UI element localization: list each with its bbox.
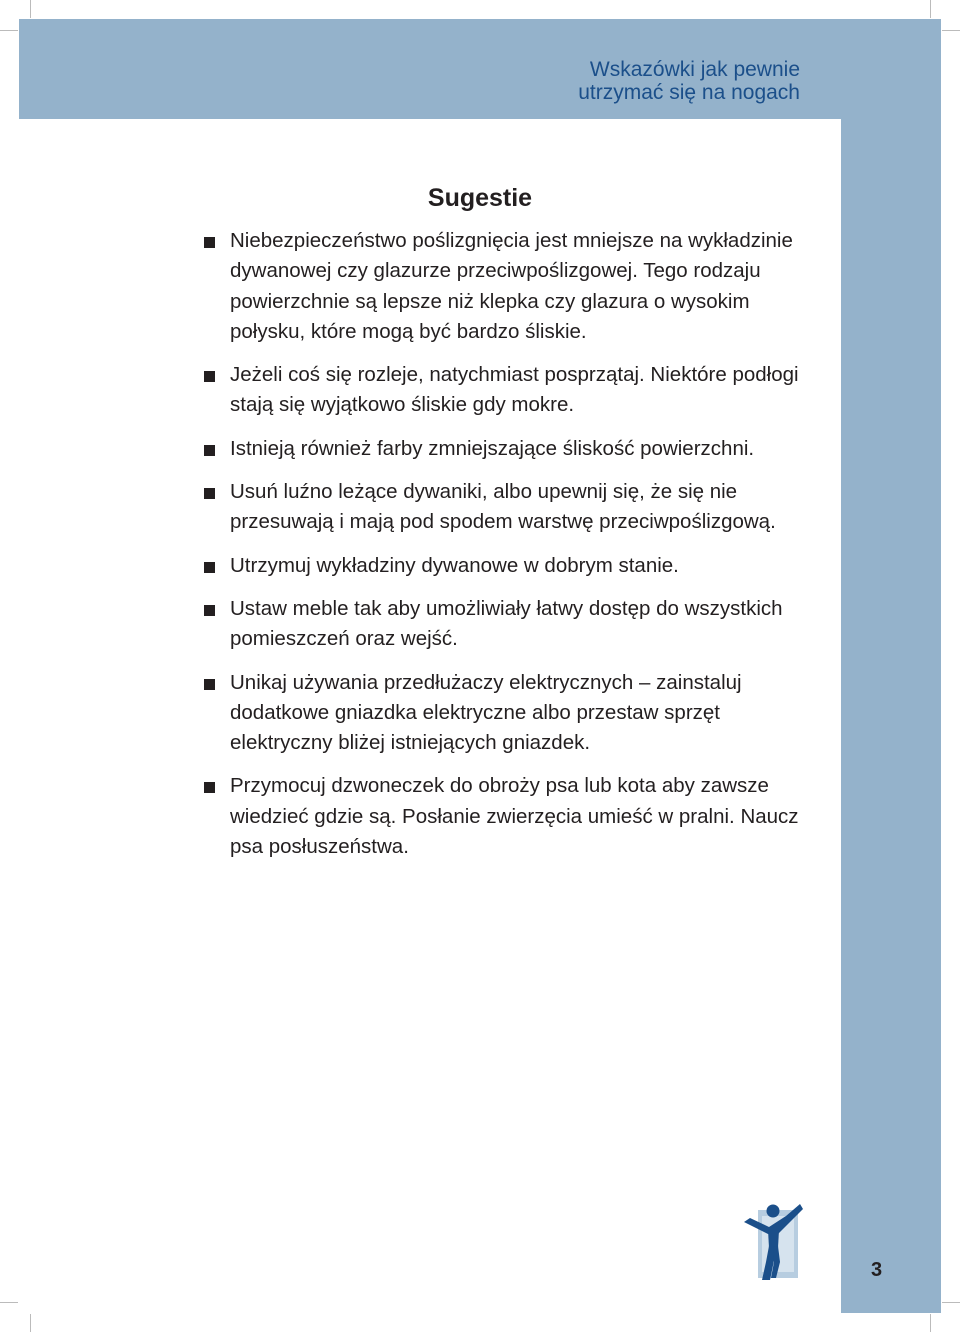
tip-text: Jeżeli coś się rozleje, natychmiast posprzątaj. Niektóre podłogi stają się wyjątkowo śliskie gdy mokre. (230, 363, 799, 417)
running-header-line-1: Wskazówki jak pewnie (589, 58, 800, 81)
square-bullet-icon (204, 679, 215, 690)
list-item (200, 594, 810, 655)
side-band (841, 119, 941, 1313)
crop-mark (930, 0, 931, 18)
running-header-line-2: utrzymać się na nogach (578, 81, 800, 104)
tip-text: Ustaw meble tak aby umożliwiały łatwy dostęp do wszystkich pomieszczeń oraz wejść. (230, 596, 783, 651)
running-header (578, 58, 800, 104)
tip-text: Przymocuj dzwoneczek do obroży psa lub kota aby zawsze wiedzieć gdzie są. Posłanie zwierzęcia umieść w pralni. Naucz psa posłuszeństwa. (230, 774, 799, 859)
tip-text: Istnieją również farby zmniejszające śliskość powierzchni. (230, 436, 755, 460)
list-item (200, 360, 810, 421)
header-band (19, 19, 941, 119)
crop-mark (930, 1314, 931, 1332)
crop-mark (942, 30, 960, 31)
square-bullet-icon (204, 782, 215, 793)
list-item (200, 226, 810, 347)
square-bullet-icon (204, 371, 215, 382)
square-bullet-icon (204, 562, 215, 573)
tip-text: Unikaj używania przedłużaczy elektrycznych – zainstaluj dodatkowe gniazdka elektryczne albo przestaw sprzęt elektryczny bliżej istniejących gniazdek. (230, 670, 742, 755)
list-item (200, 771, 810, 862)
crop-mark (0, 30, 18, 31)
tip-list (200, 226, 810, 875)
crop-mark (942, 1302, 960, 1303)
square-bullet-icon (204, 445, 215, 456)
square-bullet-icon (204, 605, 215, 616)
crop-mark (30, 0, 31, 18)
list-item (200, 434, 810, 464)
person-standing-arms-raised-icon (742, 1200, 804, 1282)
square-bullet-icon (204, 488, 215, 499)
list-item (200, 551, 810, 581)
tip-text: Usuń luźno leżące dywaniki, albo upewnij się, że się nie przesuwają i mają pod spodem warstwę przeciwpoślizgową. (230, 480, 776, 534)
crop-mark (0, 1302, 18, 1303)
page-number: 3 (871, 1259, 883, 1281)
square-bullet-icon (204, 237, 215, 248)
tip-text: Utrzymuj wykładziny dywanowe w dobrym stanie. (230, 553, 679, 577)
crop-mark (30, 1314, 31, 1332)
list-item (200, 477, 810, 538)
list-item (200, 668, 810, 759)
tip-text: Niebezpieczeństwo poślizgnięcia jest mniejsze na wykładzinie dywanowej czy glazurze przeciwpoślizgowej. Tego rodzaju powierzchnie są lepsze niż klepka czy glazura o wysokim połysku, które mogą być bardzo śliskie. (230, 229, 793, 343)
section-title: Sugestie (427, 184, 533, 212)
